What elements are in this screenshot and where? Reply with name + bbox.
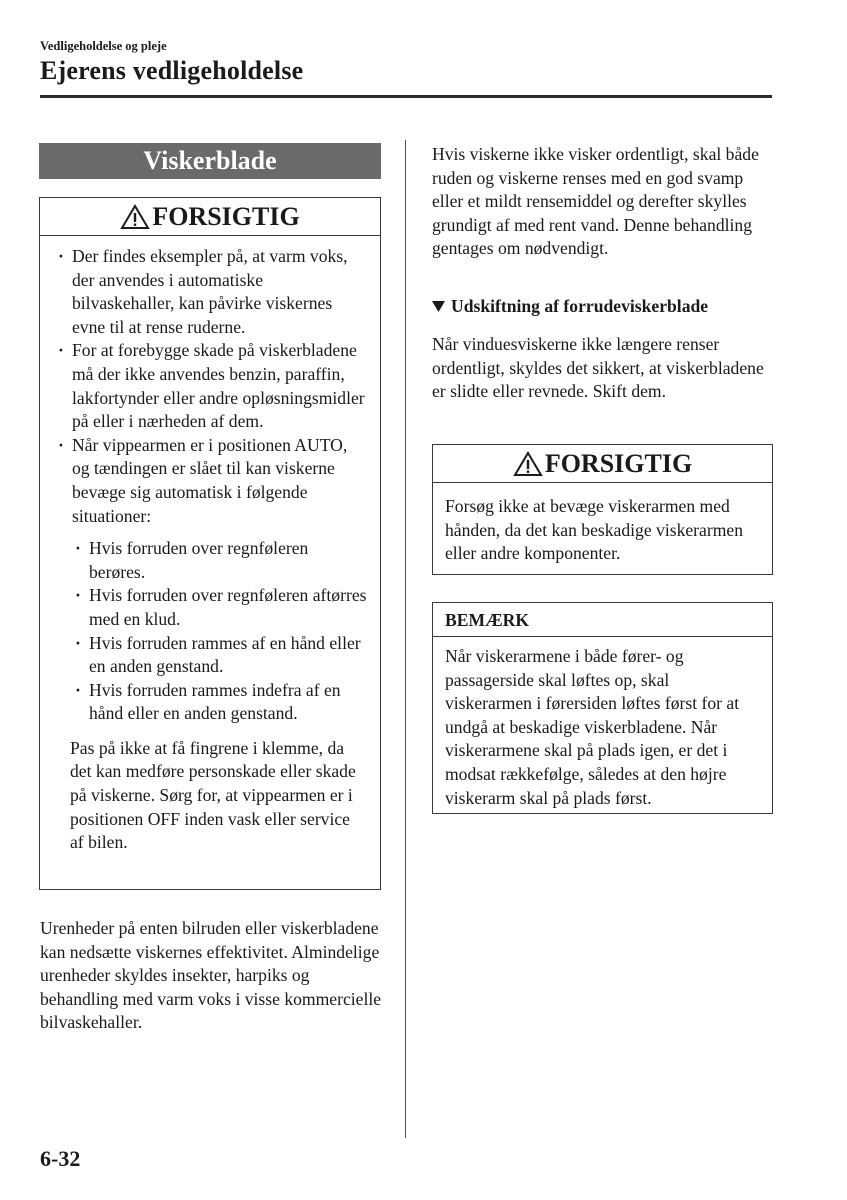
sub-bullet: · Hvis forruden rammes indefra af en hånd eller en anden genstand. (74, 679, 368, 726)
warning-triangle-icon (513, 451, 543, 477)
subheading-text: Udskiftning af forrudeviskerblade (451, 296, 709, 316)
note-text: Når viskerarmene i både fører- og passagerside skal løftes op, skal viskerarmen i førersiden løftes først for at undgå at beskadige viskerbladene. Når viskerarmene skal på plads igen, er det i modsat rækkefølge, således at den højre viskerarm skal på plads først. (445, 646, 740, 808)
header-rule (40, 95, 772, 98)
body-paragraph: Når vinduesviskerne ikke længere renser ordentligt, skyldes det sikkert, at viskerbladene er slidte eller revnede. Skift dem. (432, 334, 764, 402)
caution-box (39, 197, 381, 890)
caution-text: Forsøg ikke at bevæge viskerarmen med hånden, da det kan beskadige viskerarmen eller andre komponenter. (445, 496, 744, 564)
page-number: 6-32 (40, 1146, 81, 1171)
sub-bullet-list (57, 537, 368, 726)
caution-note: Pas på ikke at få fingrene i klemme, da det kan medføre personskade eller skade på viskerne. Sørg for, at vippearmen er i positionen OFF inden vask eller service af bilen. (70, 737, 356, 853)
warning-triangle-icon (120, 204, 150, 230)
caution-title-bar (433, 445, 772, 483)
caution-bullet: · Der findes eksempler på, at varm voks, der anvendes i automatiske bilvaskehaller, kan påvirke viskernes evne til at rense ruderne. (57, 245, 368, 339)
body-paragraph: Hvis viskerne ikke visker ordentligt, skal både ruden og viskerne renses med en god svamp eller et mildt rensemiddel og derefter skylles grundigt af med rent vand. Denne behandling gentages om nødvendigt. (432, 144, 759, 259)
sub-bullet: · Hvis forruden over regnføleren berøres. (74, 537, 368, 584)
sub-bullet: · Hvis forruden rammes af en hånd eller en anden genstand. (74, 632, 368, 679)
caution-title: FORSIGTIG (544, 448, 693, 478)
caution-title: FORSIGTIG (152, 201, 300, 231)
note-title: BEMÆRK (433, 603, 772, 637)
caution-box (432, 444, 773, 575)
section-label: Vedligeholdelse og pleje (40, 39, 167, 53)
note-box (432, 602, 773, 814)
subheading (432, 296, 708, 317)
body-paragraph: Urenheder på enten bilruden eller viskerbladene kan nedsætte viskernes effektivitet. Almindelige urenheder skyldes insekter, harpiks og behandling med varm voks i visse kommercielle bilvaskehaller. (40, 918, 382, 1033)
chapter-title: Ejerens vedligeholdelse (40, 56, 304, 85)
caution-bullet: · For at forebygge skade på viskerbladene må der ikke anvendes benzin, paraffin, lakfortynder eller andre opløsningsmidler på eller i nærheden af dem. (57, 339, 368, 433)
sub-bullet: · Hvis forruden over regnføleren aftørres med en klud. (74, 584, 368, 631)
column-divider (405, 140, 406, 1138)
caution-title-bar (40, 198, 380, 236)
caution-bullet: · Når vippearmen er i positionen AUTO, og tændingen er slået til kan viskerne bevæge sig automatisk i følgende situationer: (57, 434, 368, 528)
triangle-down-icon (432, 301, 445, 312)
section-heading: Viskerblade (39, 143, 381, 179)
